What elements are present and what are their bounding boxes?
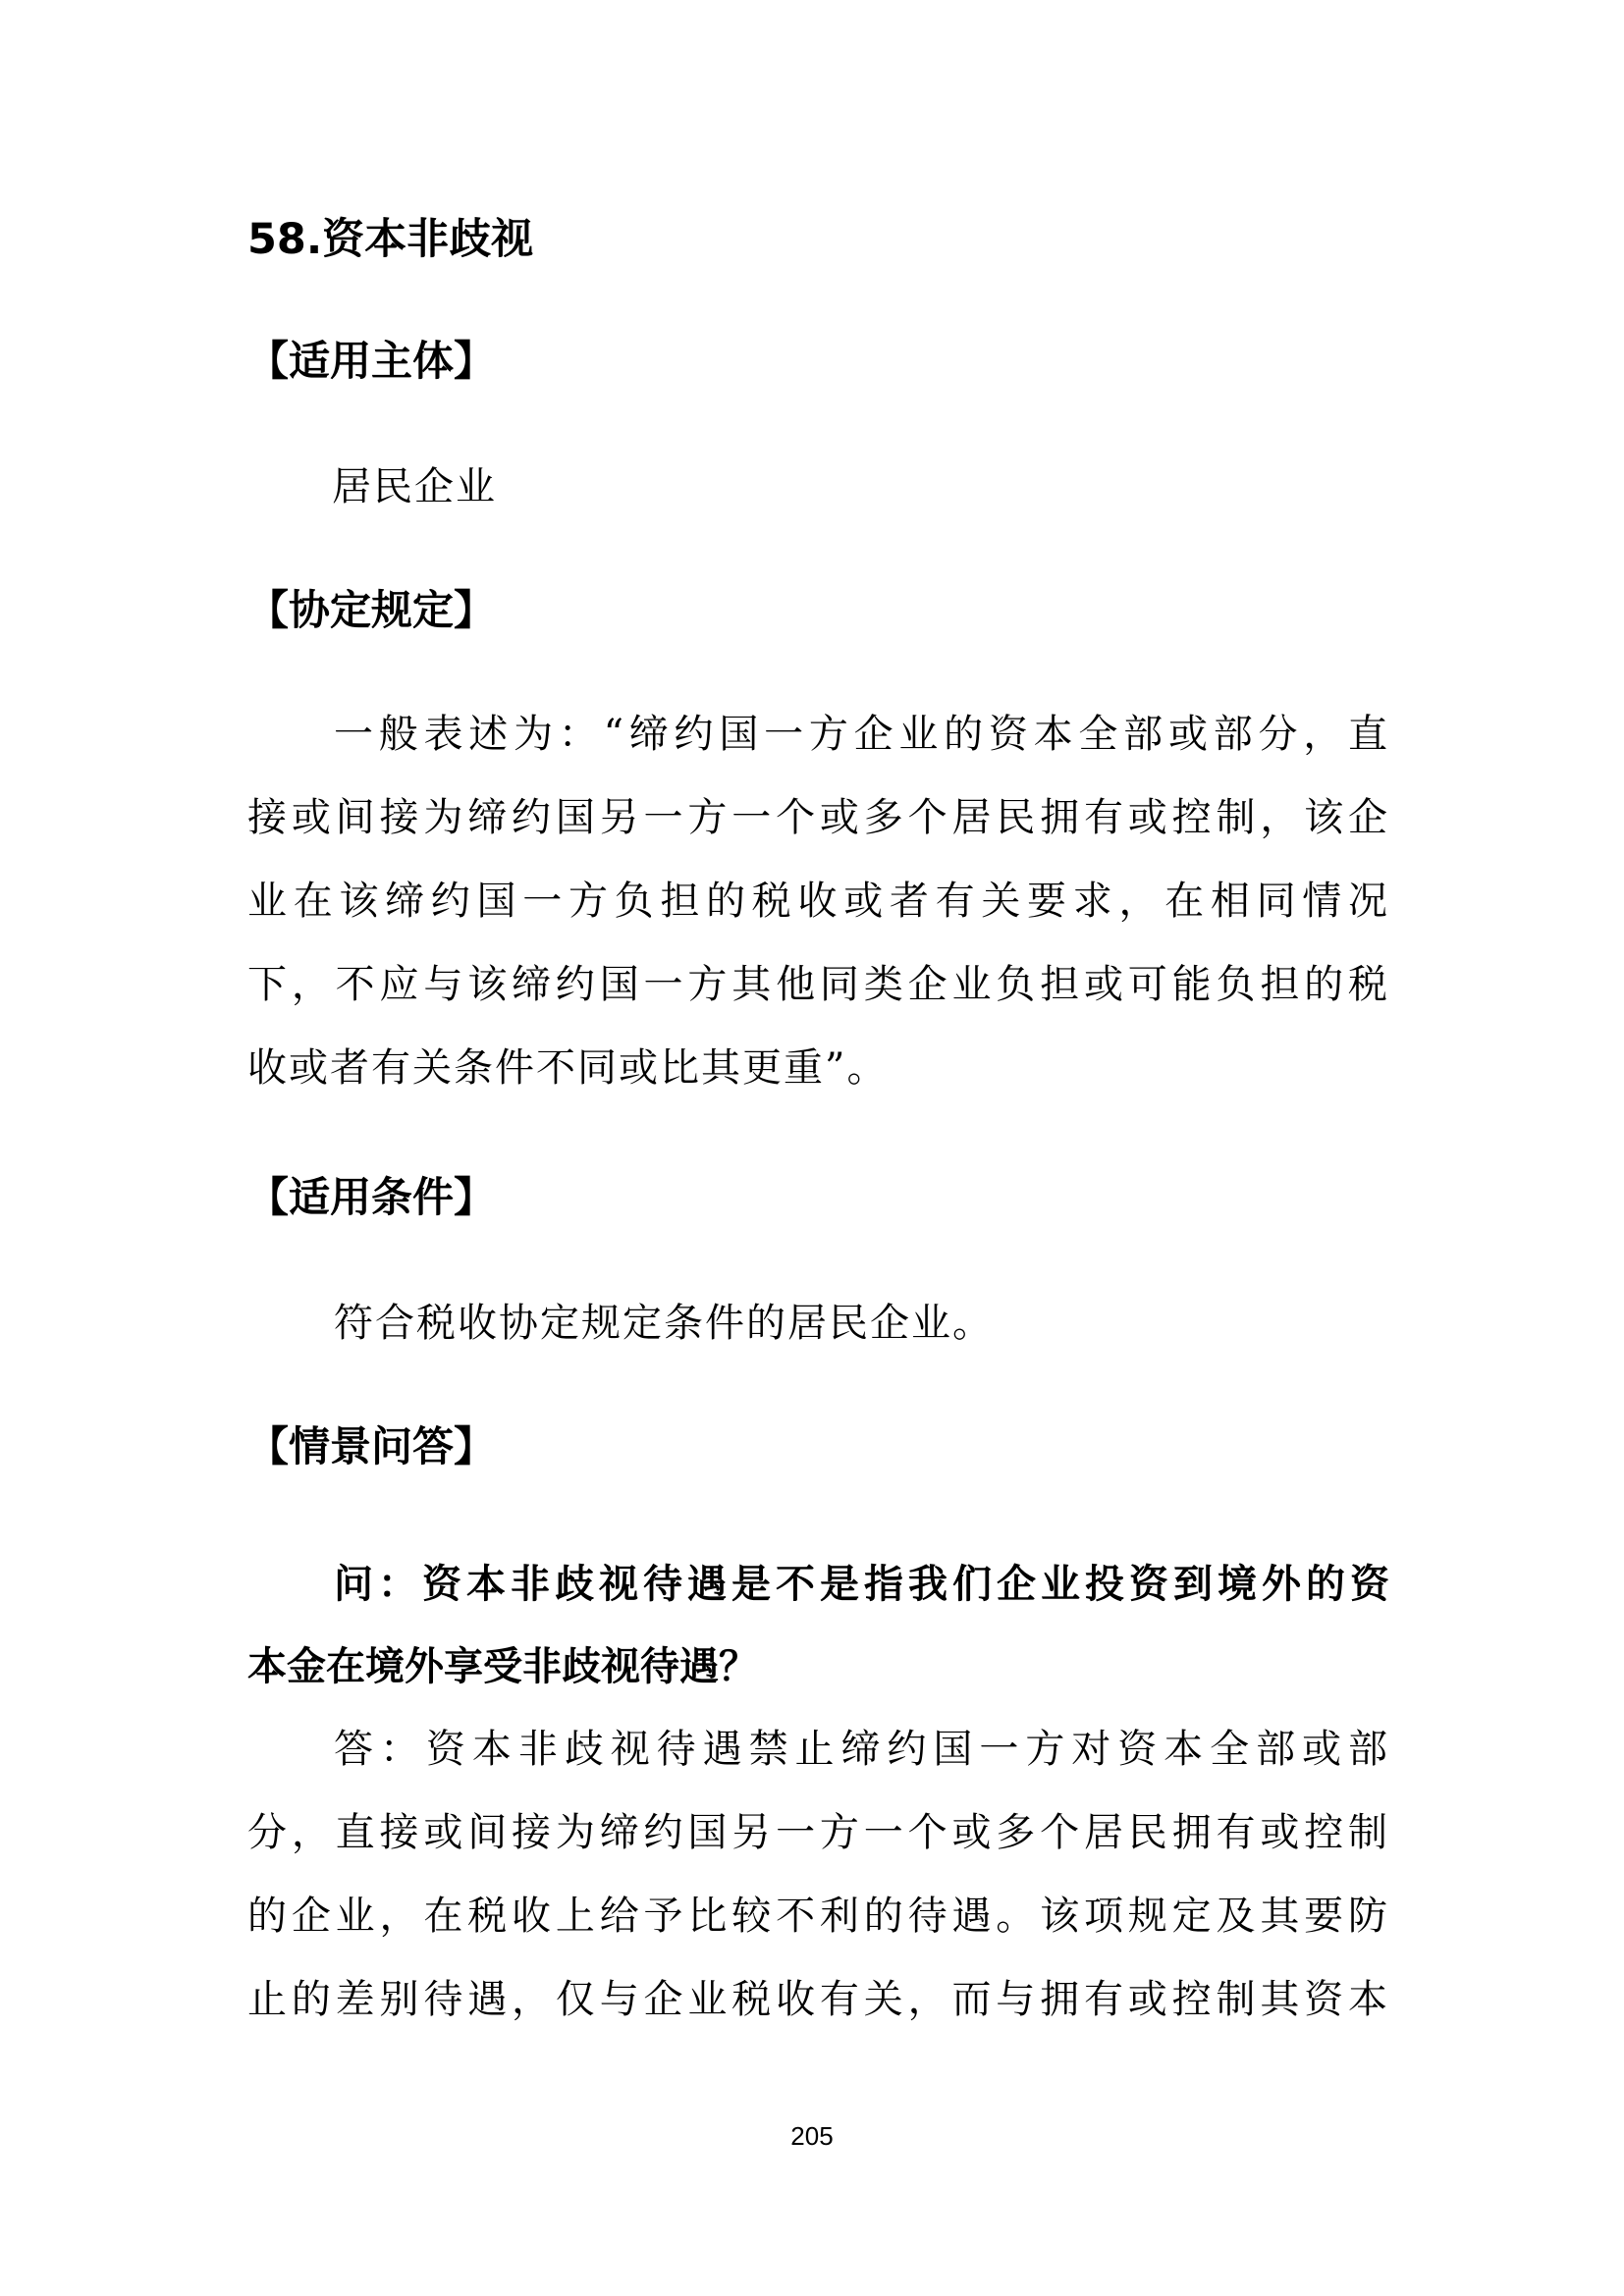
conditions-text: 符合税收协定规定条件的居民企业。 xyxy=(334,1301,994,1346)
section-title: 58.资本非歧视 xyxy=(247,215,534,264)
answer-line-4: 止的差别待遇，仅与企业税收有关，而与拥有或控制其资本 xyxy=(247,1977,1389,2022)
question-line-1: 问：资本非歧视待遇是不是指我们企业投资到境外的资 xyxy=(334,1562,1389,1607)
answer-line-3: 的企业，在税收上给予比较不利的待遇。该项规定及其要防 xyxy=(247,1894,1389,1939)
provision-line-5: 收或者有关条件不同或比其更重”。 xyxy=(247,1045,889,1091)
heading-applicable-conditions: 【适用条件】 xyxy=(247,1173,496,1221)
question-line-2: 本金在境外享受非歧视待遇？ xyxy=(247,1644,758,1689)
provision-line-3: 业在该缔约国一方负担的税收或者有关要求，在相同情况 xyxy=(247,879,1389,924)
answer-line-1: 答：资本非歧视待遇禁止缔约国一方对资本全部或部 xyxy=(334,1727,1389,1772)
provision-line-1: 一般表述为：“缔约国一方企业的资本全部或部分，直 xyxy=(334,712,1389,757)
subject-text: 居民企业 xyxy=(332,464,497,509)
heading-applicable-subject: 【适用主体】 xyxy=(247,337,496,385)
provision-line-2: 接或间接为缔约国另一方一个或多个居民拥有或控制，该企 xyxy=(247,795,1389,840)
heading-treaty-provision: 【协定规定】 xyxy=(247,586,496,634)
heading-scenario-qa: 【情景问答】 xyxy=(247,1422,496,1470)
provision-line-4: 下，不应与该缔约国一方其他同类企业负担或可能负担的税 xyxy=(247,962,1389,1007)
page-number: 205 xyxy=(790,2121,834,2151)
answer-line-2: 分，直接或间接为缔约国另一方一个或多个居民拥有或控制 xyxy=(247,1810,1389,1855)
